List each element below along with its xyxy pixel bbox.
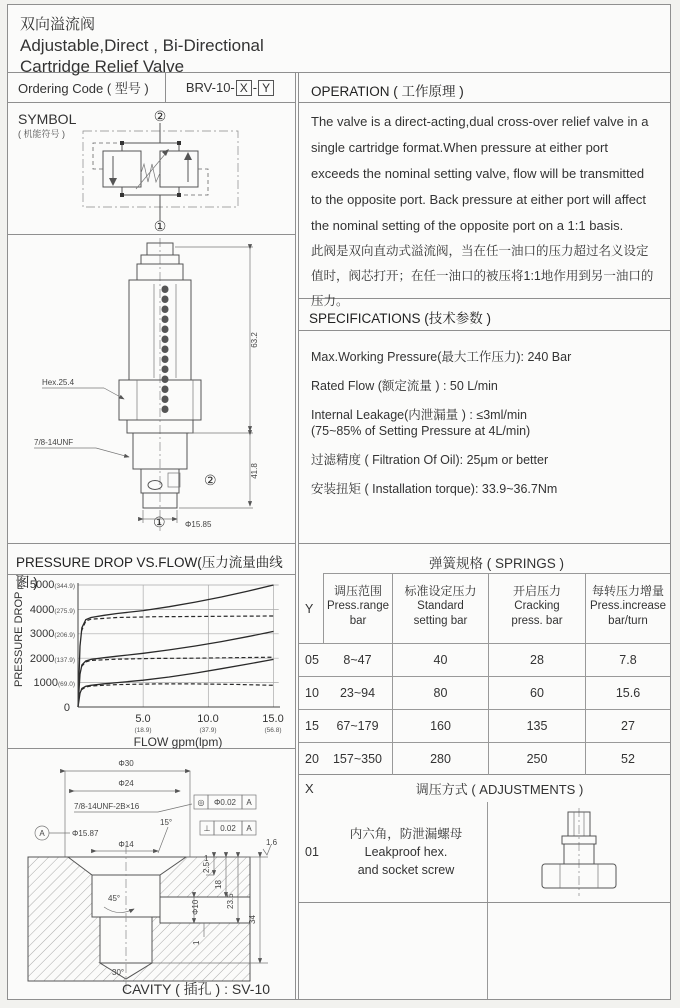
adjustments-row-01 xyxy=(299,802,670,903)
spec-installation-torque: 安装扭矩 ( Installation torque): 33.9~36.7Nm xyxy=(311,482,558,496)
leakproof-screw-drawing xyxy=(524,806,634,898)
chart-section xyxy=(8,575,295,749)
springs-col-range: 调压范围 Press.range bar xyxy=(323,574,392,643)
valve-port-1: ① xyxy=(153,514,166,530)
adjustment-description: 内六角，防泄漏螺母 Leakproof hex. and socket screw xyxy=(349,827,463,877)
ytick-0: 0 xyxy=(63,702,70,714)
springs-row-15: 15 67~179 160 135 27 xyxy=(299,709,670,742)
chart-x-axis-label: FLOW gpm(lpm) xyxy=(133,735,223,749)
curve-y-10-reseat xyxy=(81,657,273,667)
cavity-thread-label: 7/8-14UNF-2B×16 xyxy=(74,802,140,811)
svg-text:◎: ◎ xyxy=(197,798,205,807)
ordering-code-row xyxy=(8,73,295,103)
specifications-body xyxy=(299,331,670,544)
adjustments-empty-row xyxy=(299,903,670,999)
pressure-drop-chart xyxy=(8,575,296,749)
curve-y-10-pressure-rise xyxy=(78,631,274,707)
cavity-section xyxy=(8,749,295,998)
cavity-dim-1b: 1 xyxy=(192,940,201,945)
cavity-angle-45: 45° xyxy=(108,894,121,903)
spec-rated-flow: Rated Flow (额定流量 ) : 50 L/min xyxy=(311,379,498,393)
right-column xyxy=(298,73,670,999)
cavity-dim-d30: Φ30 xyxy=(118,759,134,768)
curve-y-20-pressure-rise xyxy=(78,585,274,707)
spec-max-working-pressure: Max.Working Pressure(最大工作压力): 240 Bar xyxy=(311,350,572,364)
springs-row-20: 20 157~350 280 250 52 xyxy=(299,742,670,775)
svg-text:⊥: ⊥ xyxy=(203,824,211,833)
cavity-finish-16: 1.6 xyxy=(266,838,278,847)
cavity-dim-1a: 1 xyxy=(204,854,209,863)
ytick-4000: 4000(275.9) xyxy=(29,604,75,616)
symbol-subtitle: ( 机能符号 ) xyxy=(18,129,65,139)
xtick-15-lpm: (56.8) xyxy=(264,727,282,734)
page-title-en-2: Cartridge Relief Valve xyxy=(20,57,185,76)
page-title-en-1: Adjustable,Direct , Bi-Directional xyxy=(20,36,264,55)
spec-internal-leakage: Internal Leakage(内泄漏量 ) : ≤3ml/min (75~85% of Setting Pressure at 4L/min) xyxy=(311,408,531,438)
springs-y-column-label: Y xyxy=(305,601,314,616)
adjustments-header-row xyxy=(299,775,670,802)
springs-row-05: 05 8~47 40 28 7.8 xyxy=(299,643,670,676)
chart-curves xyxy=(78,585,274,707)
xtick-10-lpm: (37.9) xyxy=(199,727,217,734)
ordering-code-sep: - xyxy=(252,79,258,95)
cavity-dim-18: 18 xyxy=(214,880,223,889)
valve-port-2: ② xyxy=(204,472,217,488)
page-title-cn: 双向溢流阀 xyxy=(20,16,96,33)
springs-row-10: 10 23~94 80 60 15.6 xyxy=(299,676,670,709)
cavity-angle-30: 30° xyxy=(112,968,125,977)
valve-dim-diameter: Φ15.85 xyxy=(185,520,212,529)
symbol-label xyxy=(18,111,76,140)
ordering-code-y-box: Y xyxy=(258,80,274,96)
ytick-3000: 3000(206.9) xyxy=(29,628,75,640)
svg-text:0.02: 0.02 xyxy=(220,824,236,833)
operation-text-en: The valve is a direct-acting,dual cross-over relief valve in a single cartridge format.When pressure at either port exceeds the nominal setting valve, flow will be transmitted to the opposite port. Back pressure at either port will affect the nominal setting of the opposite port on a 1:1 basis. xyxy=(311,114,649,233)
title-block xyxy=(8,5,670,76)
chart-gridlines xyxy=(78,585,279,707)
adjustment-code: 01 xyxy=(305,845,319,859)
curve-y-05-pressure-rise xyxy=(78,659,274,707)
cavity-dim-d14: Φ14 xyxy=(118,840,134,849)
springs-title: 弹簧规格 ( SPRINGS ) xyxy=(323,544,670,574)
springs-table xyxy=(299,544,670,775)
svg-text:Φ0.02: Φ0.02 xyxy=(214,798,236,807)
xtick-10: 10.0 xyxy=(197,713,219,725)
springs-col-standard: 标准设定压力 Standard setting bar xyxy=(392,574,488,643)
xtick-5: 5.0 xyxy=(135,713,151,725)
symbol-title: SYMBOL xyxy=(18,111,77,127)
ordering-code-label: Ordering Code ( 型号 ) xyxy=(8,72,166,103)
cavity-drawing xyxy=(8,749,296,998)
cavity-caption: CAVITY ( 插孔 ) : SV-10 xyxy=(121,981,271,997)
operation-text-cn: 此阀是双向直动式溢流阀，当在任一油口的压力超过名义设定值时，阀芯打开；在任一油口的被压将1:1地作用到另一油口的压力。 xyxy=(311,244,654,308)
cavity-dim-34: 34 xyxy=(248,915,257,924)
left-column xyxy=(8,73,296,999)
ordering-code-prefix: BRV-10- xyxy=(185,79,235,95)
ordering-code-value xyxy=(166,80,295,96)
operation-body xyxy=(299,103,670,308)
ordering-code-x-box: X xyxy=(236,80,252,96)
curve-y-05-reseat xyxy=(81,684,273,690)
cavity-datum-a: A xyxy=(39,829,45,838)
curve-y-20-reseat xyxy=(81,616,273,631)
ytick-5000: 5000(344.9) xyxy=(29,579,75,591)
valve-dim-63-2: 63.2 xyxy=(250,332,259,348)
ytick-1000: 1000(69.0) xyxy=(33,677,75,689)
cavity-angle-15: 15° xyxy=(160,818,173,827)
operation-header: OPERATION ( 工作原理 ) xyxy=(299,73,670,103)
cavity-dim-235: 23.5 xyxy=(226,893,235,909)
cavity-dim-d24: Φ24 xyxy=(118,779,134,788)
chart-y-axis-label: PRESSURE DROP xyxy=(13,591,25,687)
svg-text:A: A xyxy=(246,824,252,833)
valve-dim-41-8: 41.8 xyxy=(250,463,259,479)
springs-col-cracking: 开启压力 Cracking press. bar xyxy=(488,574,585,643)
symbol-port-2: ② xyxy=(153,108,167,124)
cavity-dim-25: 2.5 xyxy=(202,861,211,873)
springs-col-increase: 每转压力增量 Press.increase bar/turn xyxy=(585,574,670,643)
cavity-gdt-concentricity xyxy=(194,795,256,809)
adjustments-x-label: X xyxy=(305,781,314,796)
cavity-dim-d1587: Φ15.87 xyxy=(72,829,99,838)
valve-section xyxy=(8,235,295,544)
cavity-dim-d10: Φ10 xyxy=(191,899,200,915)
datasheet-page xyxy=(7,4,671,1000)
symbol-port-1: ① xyxy=(153,218,167,234)
symbol-section xyxy=(8,103,295,235)
valve-thread-label: 7/8-14UNF xyxy=(34,438,74,447)
spec-filtration: 过滤精度 ( Filtration Of Oil): 25μm or better xyxy=(311,453,549,467)
ytick-2000: 2000(137.9) xyxy=(29,653,75,665)
chart-section-header: PRESSURE DROP VS.FLOW(压力流量曲线图 ) xyxy=(8,544,295,575)
xtick-5-lpm: (18.9) xyxy=(134,727,152,734)
specifications-header: SPECIFICATIONS (技术参数 ) xyxy=(299,299,670,331)
valve-cross-section-drawing xyxy=(8,235,296,543)
adjustments-title: 调压方式 ( ADJUSTMENTS ) xyxy=(415,782,584,797)
xtick-15: 15.0 xyxy=(262,713,284,725)
valve-hex-label: Hex.25.4 xyxy=(42,378,75,387)
svg-text:A: A xyxy=(246,798,252,807)
cavity-gdt-perpendicularity xyxy=(200,821,256,835)
